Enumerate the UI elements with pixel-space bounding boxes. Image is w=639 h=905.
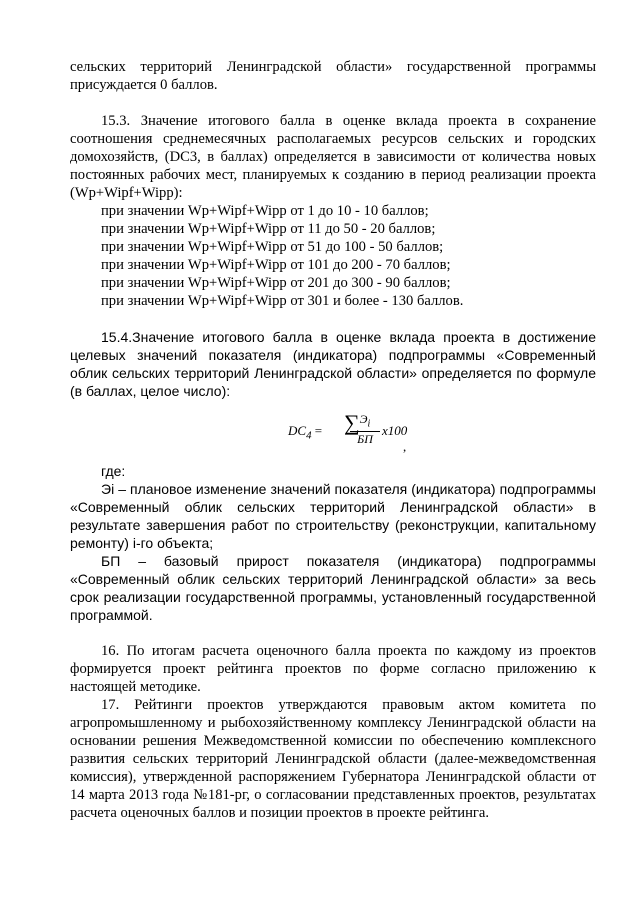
list-item: при значении Wp+Wipf+Wipp от 101 до 200 - 70 баллов; — [101, 257, 451, 273]
where-label: где: — [101, 463, 126, 479]
paragraph-15-3: 15.3. Значение итогового балла в оценке вклада проекта в сохранение соотношения среднемесячных располагаемых ресурсов сельских и городских домохозяйств, (DC3, в баллах) определяется в зависимости от количества новых постоянных рабочих мест, планируемых к созданию в период реализации проекта (Wp+Wipf+Wipp): — [70, 113, 596, 201]
definition-bp: БП – базовый прирост показателя (индикатора) подпрограммы «Современный облик сельских территорий Ленинградской области» за весь срок реализации государственной программы, установленный государственной программой. — [70, 553, 596, 623]
formula-comma: , — [403, 439, 407, 454]
paragraph-15-4: 15.4.Значение итогового балла в оценке вклада проекта в достижение целевых значений показателя (индикатора) подпрограммы «Современный облик сельских территорий Ленинградской области» определяется по формуле (в баллах, целое число): — [70, 329, 596, 399]
formula-lhs: $DC_4$ = — [288, 423, 323, 442]
list-item: при значении Wp+Wipf+Wipp от 201 до 300 - 90 баллов; — [101, 275, 451, 291]
fraction-numerator: $Э_i$ — [350, 412, 380, 432]
list-item: при значении Wp+Wipf+Wipp от 11 до 50 - 20 баллов; — [101, 221, 436, 237]
document-page — [70, 58, 596, 822]
list-item: при значении Wp+Wipf+Wipp от 301 и более - 130 баллов. — [101, 293, 464, 309]
formula-fraction — [350, 412, 380, 446]
definition-ei: Эi – плановое изменение значений показателя (индикатора) подпрограммы «Современный облик сельских территорий Ленинградской области» в результате завершения работ по строительству (реконструкции, капитальному ремонту) i-го объекта; — [70, 481, 596, 551]
list-item: при значении Wp+Wipf+Wipp от 1 до 10 - 10 баллов; — [101, 203, 429, 219]
fraction-denominator: БП — [357, 432, 373, 447]
formula-dc4 — [70, 412, 596, 452]
list-item: при значении Wp+Wipf+Wipp от 51 до 100 - 50 баллов; — [101, 239, 444, 255]
paragraph-16: 16. По итогам расчета оценочного балла проекта по каждому из проектов формируется проект рейтинга проектов по форме согласно приложению к настоящей методике. — [70, 643, 596, 695]
formula-multiplier: x100 — [382, 423, 408, 438]
sum-symbol: ∑ — [344, 410, 360, 435]
paragraph-17: 17. Рейтинги проектов утверждаются правовым актом комитета по агропромышленному и рыбохозяйственному комплексу Ленинградской области на основании решения Межведомственной комиссии по обеспечению комплексного развития сельских территорий Ленинградской области (далее-межведомственная комиссия), утвержденной распоряжением Губернатора Ленинградской области от 14 марта 2013 года №181-рг, о согласовании представленных проектов, результатах расчета оценочных баллов и позиции проектов в проекте рейтинга. — [70, 697, 596, 821]
paragraph-continuation: сельских территорий Ленинградской области» государственной программы присуждается 0 баллов. — [70, 59, 596, 93]
